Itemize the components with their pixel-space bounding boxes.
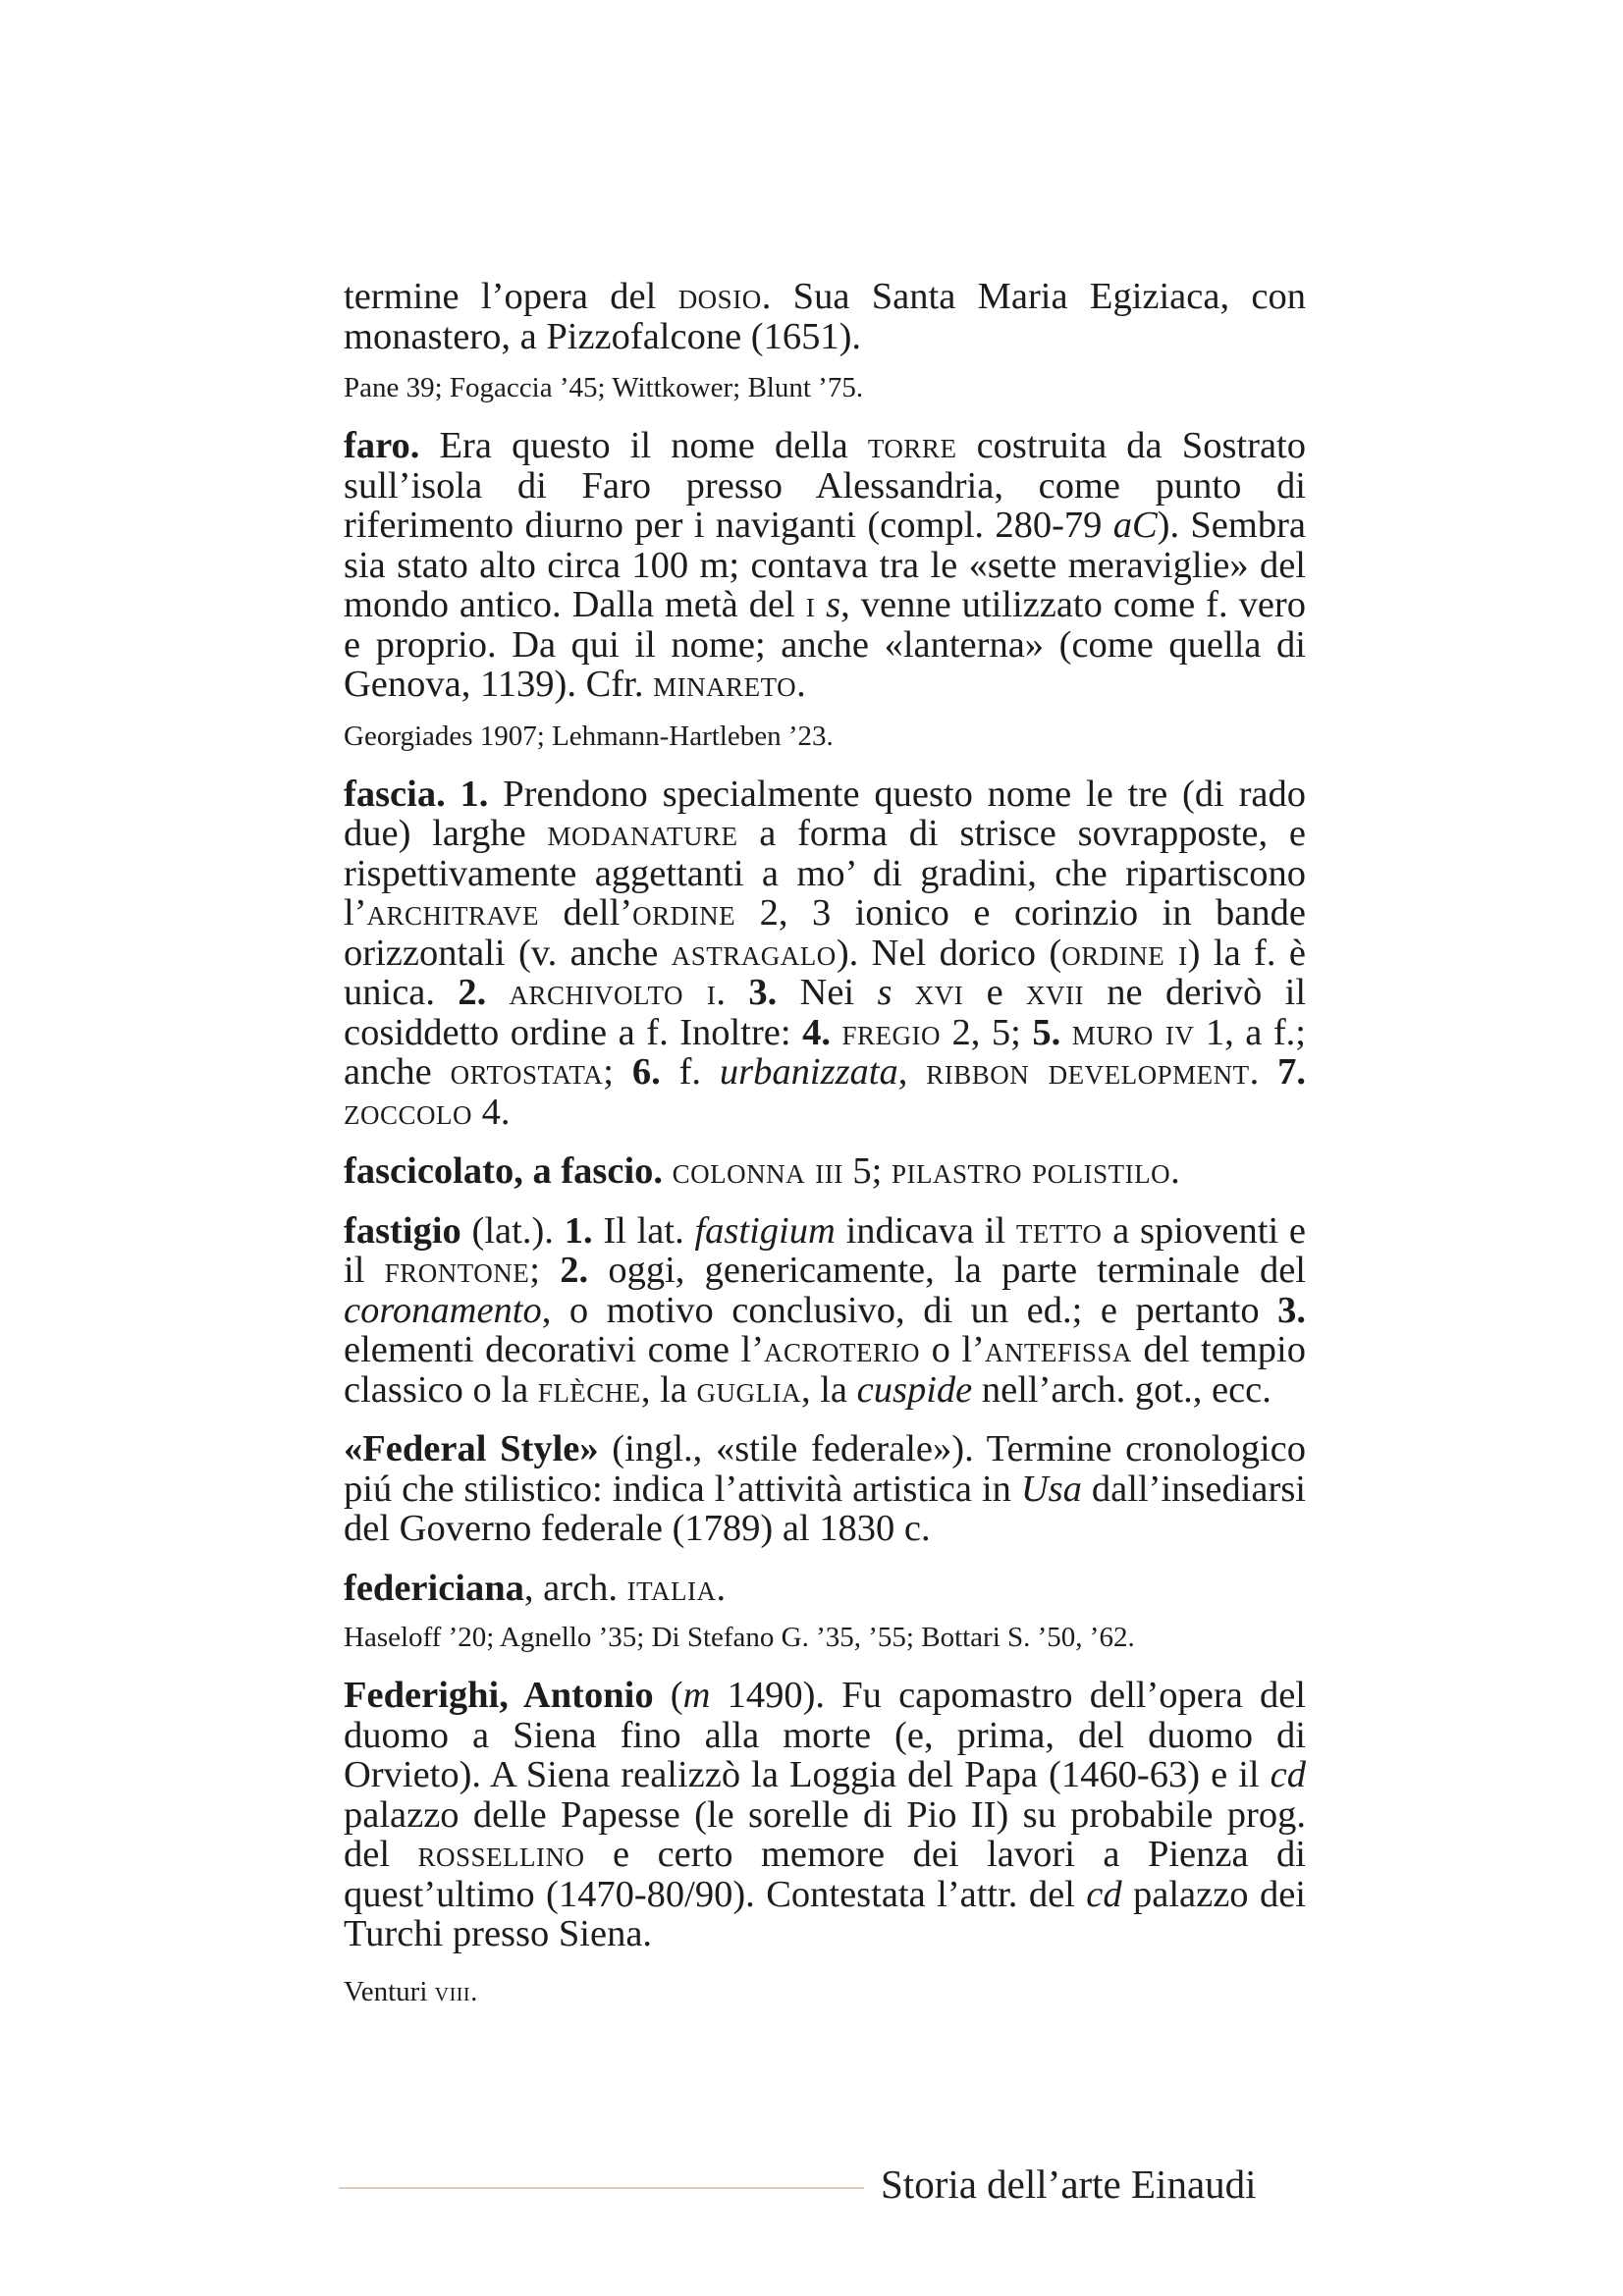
xref-italia[interactable]: italia — [626, 1567, 717, 1609]
italic-term: fastigium — [694, 1209, 836, 1252]
headword: «Federal Style» — [344, 1428, 599, 1469]
text: ) la f. è unica. — [344, 932, 1306, 1013]
italic-term: cuspide — [856, 1368, 973, 1411]
text: f. — [660, 1051, 720, 1093]
text: costruita da Sostrato sull’isola di Faro presso Alessandria, come punto di riferimento diurno per i naviganti (compl. 280-79 — [344, 425, 1306, 546]
italic-term: urbanizzata — [719, 1051, 898, 1093]
roman-numeral: i — [805, 584, 816, 625]
xref-architrave[interactable]: architrave — [366, 892, 540, 934]
xref-ortostata[interactable]: ortostata — [450, 1051, 604, 1093]
text — [892, 972, 914, 1013]
text: Venturi — [344, 1975, 435, 2007]
text: nell’arch. got., ecc. — [972, 1368, 1271, 1411]
entry-fastigio — [344, 1211, 1306, 1411]
xref-modanature[interactable]: modanature — [547, 813, 738, 854]
xref-colonna[interactable]: colonna iii — [672, 1150, 843, 1192]
xref-minareto[interactable]: minareto — [653, 664, 797, 705]
entry-federighi — [344, 1676, 1306, 1954]
xref-torre[interactable]: torre — [867, 425, 957, 466]
xref-fregio[interactable]: fregio — [841, 1011, 941, 1053]
text: , la — [640, 1368, 697, 1411]
sense-number: 5. — [1032, 1011, 1061, 1053]
text: . — [716, 1567, 727, 1609]
text: , — [897, 1051, 927, 1093]
italic-term: cd — [1270, 1754, 1306, 1795]
text — [1060, 1012, 1072, 1053]
xref-acroterio[interactable]: acroterio — [764, 1329, 921, 1370]
xref-rossellino[interactable]: rossellino — [417, 1834, 585, 1875]
text: . — [1249, 1051, 1278, 1093]
text: o l’ — [920, 1329, 985, 1370]
text: a forma di strisce sovrapposte, e rispettivamente aggettanti a mo’ di gradini, che ripartiscono l’ — [344, 813, 1306, 934]
text: . Sua Santa Maria Egiziaca, con monastero, a Pizzofalcone (1651). — [344, 276, 1307, 357]
text: termine l’opera del — [344, 276, 678, 317]
text — [831, 1012, 842, 1053]
text: , arch. — [523, 1567, 627, 1609]
text: . — [1170, 1150, 1180, 1192]
xref-archivolto[interactable]: archivolto i — [509, 972, 717, 1013]
text: del tempio classico o la — [344, 1329, 1306, 1411]
xref-ribbon-development[interactable]: ribbon development — [926, 1051, 1250, 1093]
entry-fascia — [344, 774, 1306, 1133]
sense-number: 1. — [564, 1209, 593, 1252]
xref-frontone[interactable]: frontone — [384, 1250, 530, 1291]
sense-number: 7. — [1277, 1051, 1307, 1093]
xref-pilastro-polistilo[interactable]: pilastro polistilo — [891, 1150, 1171, 1192]
xref-dosio[interactable]: dosio — [677, 276, 762, 317]
text: indicava il — [835, 1209, 1016, 1252]
entry-continuation — [344, 277, 1306, 356]
text: 5; — [842, 1150, 892, 1192]
sense-number: 1. — [445, 773, 489, 815]
text: Prendono specialmente questo nome le tre (di rado due) larghe — [344, 773, 1306, 854]
bibliography: Georgiades 1907; Lehmann-Hartleben ’23. — [344, 720, 834, 752]
sense-number: 3. — [1277, 1289, 1306, 1331]
italic-term: aC — [1112, 505, 1158, 546]
text: ( — [653, 1675, 683, 1716]
text: , la — [800, 1368, 857, 1411]
dictionary-column — [344, 277, 1306, 2030]
text: Era questo il nome della — [419, 425, 868, 466]
sense-number: 3. — [748, 972, 778, 1013]
text: (lat.). — [460, 1209, 565, 1252]
text: ). Nel dorico ( — [836, 932, 1062, 974]
bibliography: Pane 39; Fogaccia ’45; Wittkower; Blunt ’75. — [344, 372, 864, 403]
italic-term: cd — [1086, 1873, 1122, 1915]
text: 2, 5; — [941, 1011, 1033, 1053]
text: 2, 3 ionico e corinzio in bande orizzontali (v. anche — [344, 892, 1306, 974]
sense-number: 2. — [458, 972, 487, 1013]
footer-publisher: Storia dell’arte Einaudi — [881, 2162, 1257, 2207]
text: 4. — [472, 1091, 511, 1133]
italic-term: Usa — [1020, 1468, 1082, 1510]
italic-term: s — [826, 584, 841, 625]
text: Nei — [777, 972, 878, 1013]
sense-number: 2. — [560, 1250, 589, 1291]
text: dall’insediarsi del Governo federale (1789) al 1830 c. — [344, 1468, 1306, 1549]
headword: fastigio — [344, 1209, 461, 1252]
headword: fascia. — [344, 773, 446, 815]
text: e certo memore dei lavori a Pienza di quest’ultimo (1470-80/90). Contestata l’attr. del — [344, 1834, 1306, 1915]
sense-number: 6. — [631, 1051, 661, 1093]
text: ). Sembra sia stato alto circa 100 m; contava tra le «sette meraviglie» del mondo antico. Dalla metà del — [344, 505, 1306, 625]
xref-guglia[interactable]: guglia — [696, 1368, 801, 1411]
italic-term: s — [877, 972, 893, 1013]
italic-term: coronamento — [344, 1289, 542, 1331]
xref-tetto[interactable]: tetto — [1015, 1209, 1103, 1252]
xref-astragalo[interactable]: astragalo — [671, 932, 837, 974]
xref-zoccolo[interactable]: zoccolo — [344, 1091, 472, 1133]
text: Il lat. — [592, 1209, 695, 1252]
roman-numeral: xvii — [1025, 972, 1084, 1013]
text: . — [796, 664, 806, 705]
xref-ordine[interactable]: ordine — [632, 892, 736, 934]
text: a spioventi e il — [344, 1209, 1307, 1291]
entry-federal-style — [344, 1429, 1306, 1549]
text: ne derivò il cosiddetto ordine a f. Inoltre: — [344, 972, 1307, 1053]
italic-term: m — [682, 1675, 711, 1716]
text: palazzo delle Papesse (le sorelle di Pio II) su probabile prog. del — [344, 1793, 1306, 1875]
xref-ordine-i[interactable]: ordine i — [1061, 932, 1188, 974]
headword: fascicolato, a fascio. — [344, 1150, 664, 1192]
text: , o motivo conclusivo, di un ed.; e pertanto — [541, 1289, 1278, 1331]
roman-numeral: viii — [434, 1975, 471, 2007]
text: ; — [529, 1250, 561, 1291]
headword: faro. — [344, 425, 420, 466]
roman-numeral: xvi — [914, 972, 964, 1013]
headword: Federighi, Antonio — [344, 1675, 654, 1716]
bibliography — [344, 1976, 1306, 2008]
text: (ingl., «stile federale»). Termine cronologico piú che stilistico: indica l’attività artistica in — [344, 1428, 1306, 1510]
sense-number: 4. — [802, 1011, 831, 1053]
text: elementi decorativi come l’ — [344, 1329, 765, 1370]
entry-federiciana — [344, 1569, 1306, 1609]
xref-muro[interactable]: muro iv — [1071, 1011, 1195, 1053]
text: . — [716, 972, 749, 1013]
xref-fleche[interactable]: flèche — [537, 1368, 641, 1411]
text: ; — [603, 1051, 632, 1093]
headword: federiciana — [344, 1567, 524, 1609]
text — [486, 972, 509, 1013]
text: palazzo dei Turchi presso Siena. — [344, 1873, 1306, 1954]
xref-antefissa[interactable]: antefissa — [984, 1329, 1132, 1370]
text: dell’ — [539, 892, 633, 934]
text: oggi, genericamente, la parte terminale del — [588, 1250, 1306, 1291]
text: 1490). Fu capomastro dell’opera del duomo a Siena fino alla morte (e, prima, del duomo di Orvieto). A Siena realizzò la Loggia del Papa (1460-63) e il — [344, 1675, 1307, 1795]
text — [663, 1150, 673, 1192]
footer-rule — [339, 2187, 864, 2189]
text: . — [470, 1975, 478, 2007]
text: e — [963, 972, 1026, 1013]
text: , venne utilizzato come f. vero e proprio. Da qui il nome; anche «lanterna» (come quella di Genova, 1139). Cfr. — [344, 584, 1307, 705]
entry-faro — [344, 426, 1306, 705]
entry-fascicolato — [344, 1151, 1306, 1192]
text: 1, a f.; anche — [344, 1011, 1307, 1093]
bibliography: Haseloff ’20; Agnello ’35; Di Stefano G. ’35, ’55; Bottari S. ’50, ’62. — [344, 1622, 1135, 1653]
